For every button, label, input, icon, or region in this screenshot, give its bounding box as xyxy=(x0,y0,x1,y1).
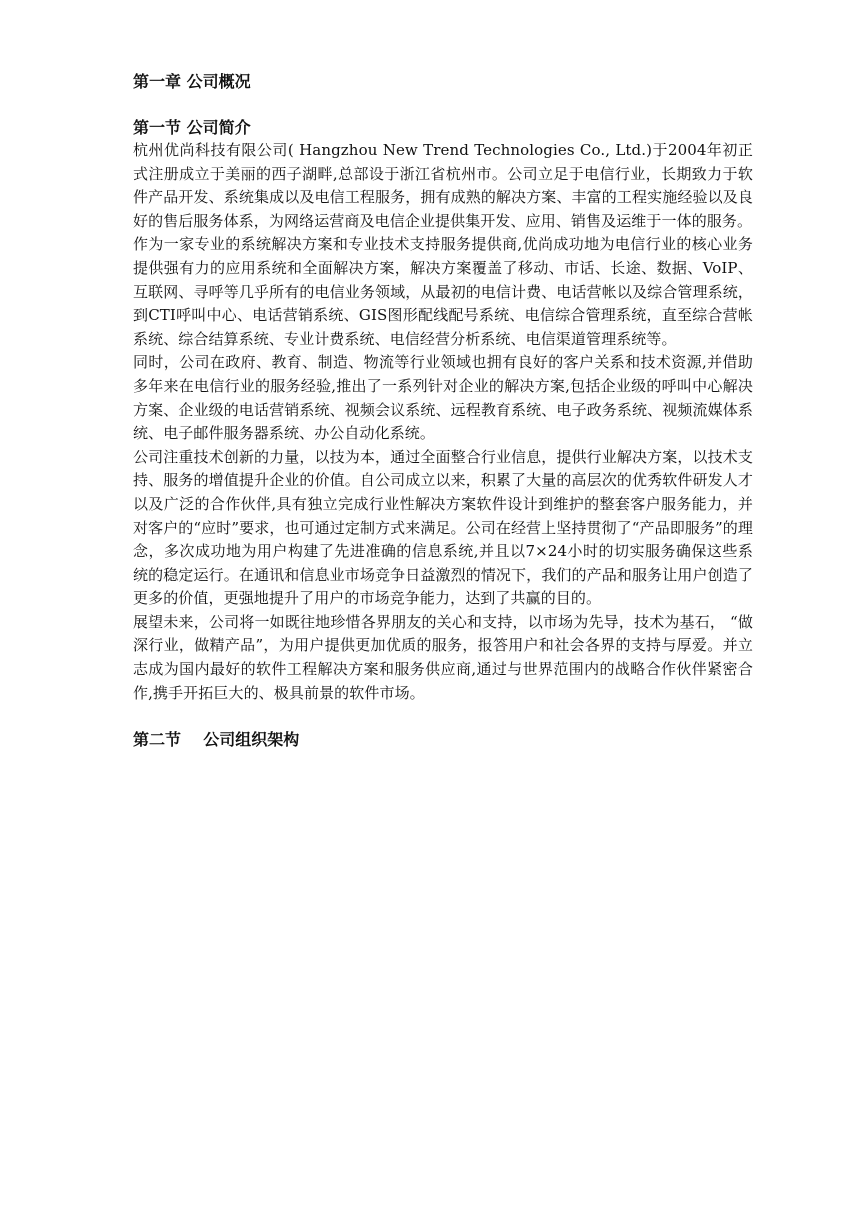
paragraph-innovation: 公司注重技术创新的力量，以技为本，通过全面整合行业信息，提供行业解决方案，以技术支持、服务的增值提升企业的价值。自公司成立以来，积累了大量的高层次的优秀软件研发人才以及广泛的合作伙伴,具有独立完成行业性解决方案软件设计到维护的整套客户服务能力，并对客户的“应时”要求，也可通过定制方式来满足。公司在经营上坚持贯彻了“产品即服务”的理念，多次成功地为用户构建了先进准确的信息系统,并且以7×24小时的切实服务确保这些系统的稳定运行。在通讯和信息业市场竞争日益激烈的情况下，我们的产品和服务让用户创造了更多的价值，更强地提升了用户的市场竞争能力，达到了共赢的目的。 xyxy=(133,447,753,608)
paragraph-solutions: 作为一家专业的系统解决方案和专业技术支持服务提供商,优尚成功地为电信行业的核心业务提供强有力的应用系统和全面解决方案，解决方案覆盖了移动、市话、长途、数据、VoIP、互联网、寻呼等几乎所有的电信业务领域，从最初的电信计费、电话营帐以及综合管理系统，到CTI呼叫中心、电话营销系统、GIS图形配线配号系统、电信综合管理系统，直至综合营帐系统、综合结算系统、专业计费系统、电信经营分析系统、电信渠道管理系统等。 xyxy=(133,235,753,348)
section-title-organization: 第二节 公司组织架构 xyxy=(133,730,300,750)
chapter-title: 第一章 公司概况 xyxy=(133,72,251,91)
paragraph-intro: 杭州优尚科技有限公司( Hangzhou New Trend Technologies Co., Ltd.)于2004年初正式注册成立于美丽的西子湖畔,总部设于浙江省杭州市。公司立足于电信行业，长期致力于软件产品开发、系统集成以及电信工程服务，拥有成熟的解决方案、丰富的工程实施经验以及良好的售后服务体系，为网络运营商及电信企业提供集开发、应用、销售及运维于一体的服务。 xyxy=(133,141,753,230)
paragraph-outlook: 展望未来，公司将一如既往地珍惜各界朋友的关心和支持，以市场为先导，技术为基石， “做深行业，做精产品”，为用户提供更加优质的服务，报答用户和社会各界的支持与厚爱。并立志成为国内最好的软件工程解决方案和服务供应商,通过与世界范围内的战略合作伙伴紧密合作,携手开拓巨大的、极具前景的软件市场。 xyxy=(133,612,753,702)
paragraph-industries: 同时，公司在政府、教育、制造、物流等行业领域也拥有良好的客户关系和技术资源,并借助多年来在电信行业的服务经验,推出了一系列针对企业的解决方案,包括企业级的呼叫中心解决方案、企业级的电话营销系统、视频会议系统、远程教育系统、电子政务系统、视频流媒体系统、电子邮件服务器系统、办公自动化系统。 xyxy=(133,353,753,443)
section-title-company-profile: 第一节 公司简介 xyxy=(133,118,251,137)
document-page xyxy=(133,70,753,751)
